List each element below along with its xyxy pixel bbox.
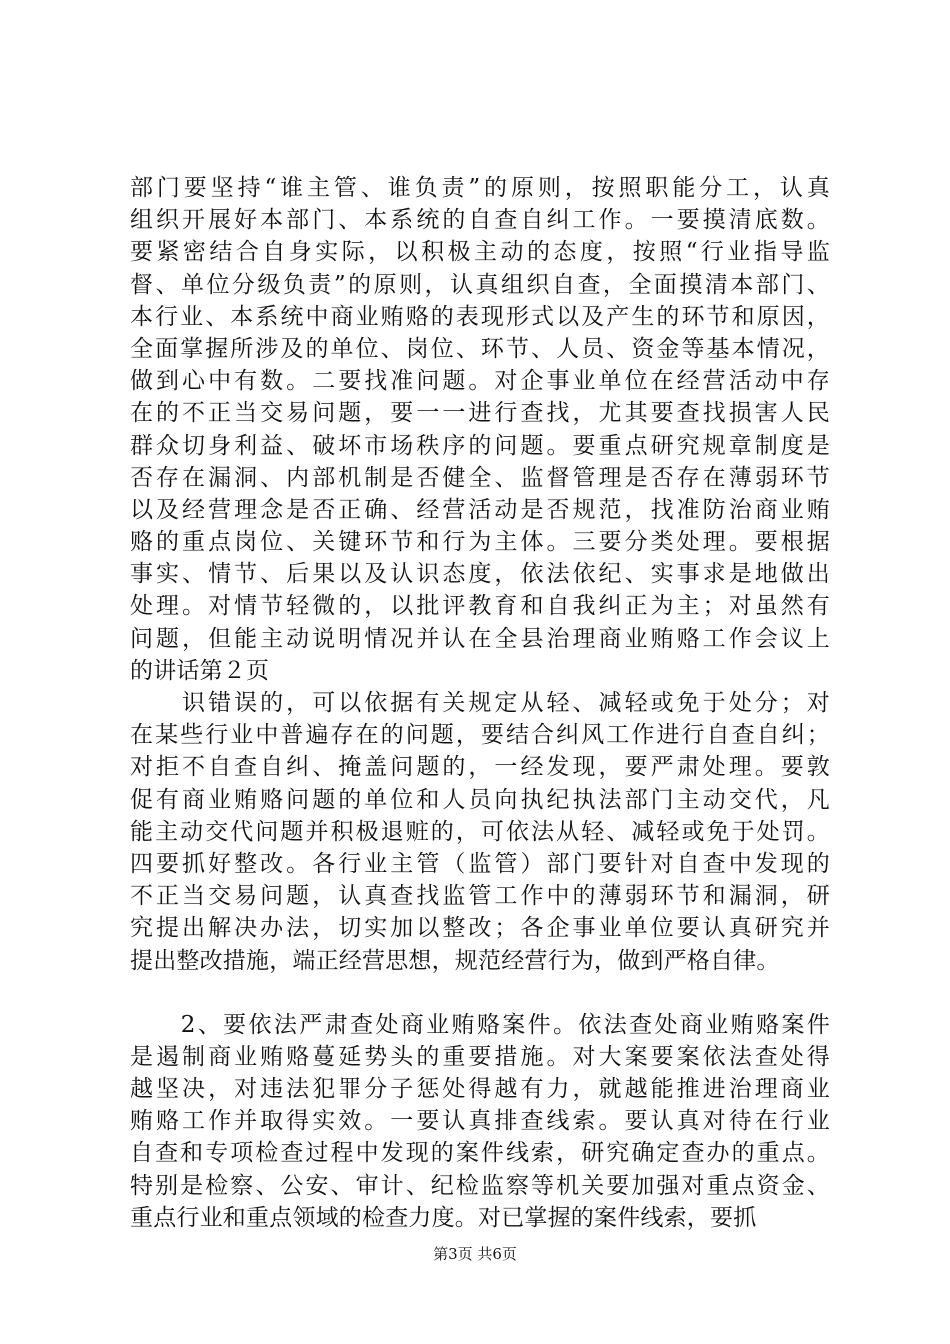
text-line: 四要抓好整改。各行业主管（监管）部门要针对自查中发现的 xyxy=(130,850,830,877)
text-line: 要紧密结合自身实际，以积极主动的态度，按照“行业指导监 xyxy=(130,239,830,266)
text-line: 事实、情节、后果以及认识态度，依法依纪、实事求是地做出 xyxy=(130,561,830,588)
text-line: 不正当交易问题，认真查找监管工作中的薄弱环节和漏洞，研 xyxy=(130,883,830,910)
text-line: 本行业、本系统中商业贿赂的表现形式以及产生的环节和原因， xyxy=(130,303,830,330)
text-line: 部门要坚持“谁主管、谁负责”的原则，按照职能分工，认真 xyxy=(130,175,830,201)
text-line: 的讲话第２页 xyxy=(130,657,270,684)
paragraph xyxy=(130,172,830,687)
page-footer: 第3页 共6页 xyxy=(433,1245,517,1263)
text-line: 贿赂工作并取得实效。一要认真排查线索。要认真对待在行业 xyxy=(130,1108,830,1135)
text-line: 督、单位分级负责”的原则，认真组织自查，全面摸清本部门、 xyxy=(130,271,830,298)
paragraph xyxy=(130,1009,830,1234)
text-line: 对拒不自查自纠、掩盖问题的，一经发现，要严肃处理。要敦 xyxy=(130,754,830,781)
text-line: 问题，但能主动说明情况并认在全县治理商业贿赂工作会议上 xyxy=(130,625,830,652)
text-line: 做到心中有数。二要找准问题。对企事业单位在经营活动中存 xyxy=(130,368,830,395)
text-line: 2、要依法严肃查处商业贿赂案件。依法查处商业贿赂案件 xyxy=(130,1011,830,1038)
text-line: 是遏制商业贿赂蔓延势头的重要措施。对大案要案依法查处得 xyxy=(130,1043,830,1070)
paragraph-spacer xyxy=(130,977,830,1009)
text-line: 在的不正当交易问题，要一一进行查找，尤其要查找损害人民 xyxy=(130,400,830,427)
text-line: 越坚决，对违法犯罪分子惩处得越有力，就越能推进治理商业 xyxy=(130,1076,830,1103)
text-line: 促有商业贿赂问题的单位和人员向执纪执法部门主动交代，凡 xyxy=(130,786,830,813)
text-line: 全面掌握所涉及的单位、岗位、环节、人员、资金等基本情况， xyxy=(130,335,830,362)
text-line: 重点行业和重点领域的检查力度。对已掌握的案件线索，要抓 xyxy=(130,1204,757,1231)
paragraph xyxy=(130,687,830,977)
text-line: 识错误的，可以依据有关规定从轻、减轻或免于处分；对 xyxy=(130,690,830,716)
text-line: 能主动交代问题并积极退赃的，可依法从轻、减轻或免于处罚。 xyxy=(130,818,830,845)
text-line: 自查和专项检查过程中发现的案件线索，研究确定查办的重点。 xyxy=(130,1140,830,1167)
text-line: 赂的重点岗位、关键环节和行为主体。三要分类处理。要根据 xyxy=(130,529,830,556)
document-body xyxy=(130,172,830,1234)
text-line: 群众切身利益、破坏市场秩序的问题。要重点研究规章制度是 xyxy=(130,432,830,459)
text-line: 否存在漏洞、内部机制是否健全、监督管理是否存在薄弱环节 xyxy=(130,464,830,491)
text-line: 处理。对情节轻微的，以批评教育和自我纠正为主；对虽然有 xyxy=(130,593,830,620)
text-line: 在某些行业中普遍存在的问题，要结合纠风工作进行自查自纠； xyxy=(130,722,830,749)
text-line: 以及经营理念是否正确、经营活动是否规范，找准防治商业贿 xyxy=(130,496,830,523)
text-line: 特别是检察、公安、审计、纪检监察等机关要加强对重点资金、 xyxy=(130,1172,830,1199)
text-line: 究提出解决办法，切实加以整改；各企事业单位要认真研究并 xyxy=(130,915,830,942)
text-line: 组织开展好本部门、本系统的自查自纠工作。一要摸清底数。 xyxy=(130,207,830,234)
text-line: 提出整改措施，端正经营思想，规范经营行为，做到严格自律。 xyxy=(130,947,780,974)
